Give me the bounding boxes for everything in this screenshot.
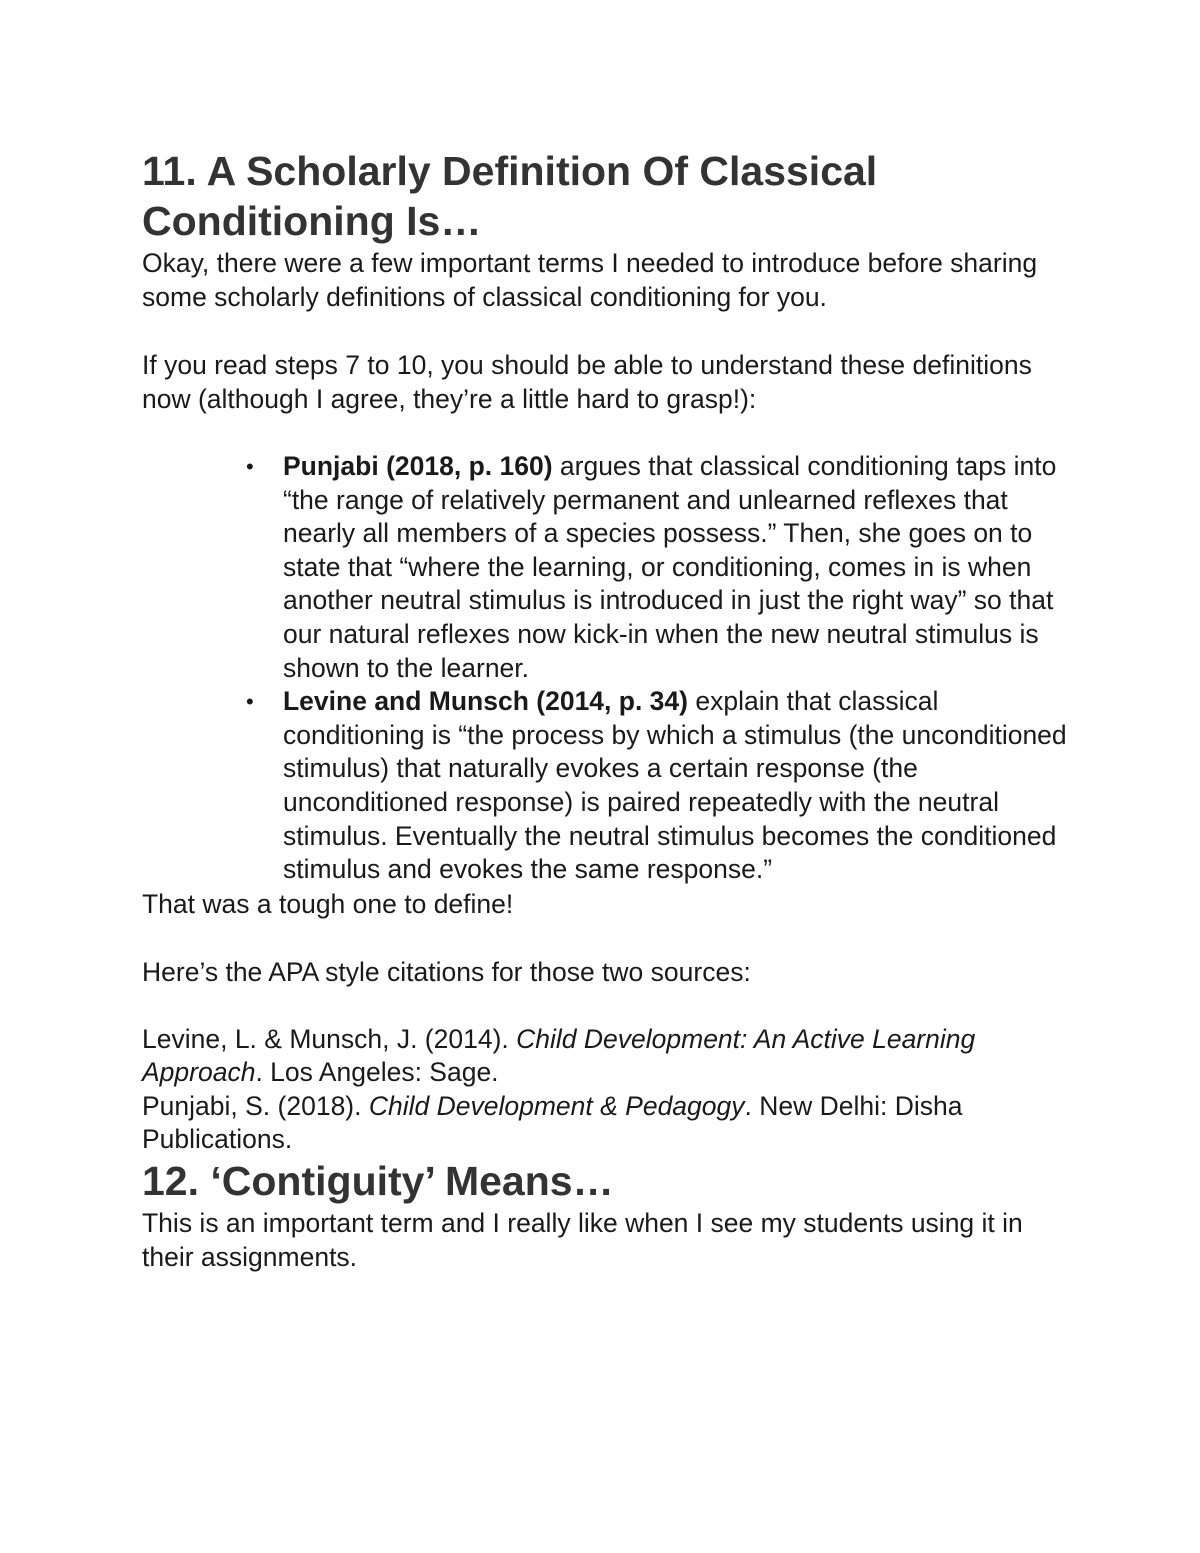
document-page [142, 140, 1072, 1274]
reference-list [142, 1023, 1072, 1157]
section-11-heading: 11. A Scholarly Definition Of Classical Conditioning Is… [142, 148, 878, 244]
reference-authors: Levine, L. & Munsch, J. (2014). [142, 1023, 517, 1054]
reference-punjabi [142, 1090, 1072, 1157]
paragraph-spacer [142, 921, 1072, 955]
definition-item-levine-munsch [246, 685, 1072, 887]
bullet-icon: • [246, 689, 254, 715]
paragraph-spacer [142, 989, 1072, 1023]
reference-title: Child Development & Pedagogy [368, 1090, 745, 1121]
citations-intro: Here’s the APA style citations for those two sources: [142, 956, 751, 987]
definitions-list [142, 450, 1072, 887]
reference-title: Child Development: An Active Learning Approach [142, 1023, 976, 1088]
section-12-heading: 12. ‘Contiguity’ Means… [142, 1158, 614, 1205]
definition-item-punjabi [246, 450, 1072, 685]
bullet-icon: • [246, 454, 254, 479]
definition-author: Punjabi (2018, p. 160) [283, 451, 553, 481]
reference-authors: Punjabi, S. (2018). [142, 1090, 369, 1121]
reference-levine-munsch [142, 1023, 1072, 1090]
section-11-intro-paragraph: Okay, there were a few important terms I needed to introduce before sharing some scholarly definitions of classical conditioning for you. [142, 248, 1038, 312]
paragraph-spacer [142, 314, 1072, 348]
definition-author: Levine and Munsch (2014, p. 34) [283, 686, 688, 717]
definition-text: explain that classical conditioning is “the process by which a stimulus (the unconditioned stimulus) that naturally evokes a certain response (the unconditioned response) is paired repeatedly with the neutral stimulus. Eventually the neutral stimulus becomes the conditioned stimulus and evokes the same response.” [283, 686, 1067, 885]
section-11-steps-paragraph: If you read steps 7 to 10, you should be able to understand these definitions now (although I agree, they’re a little hard to grasp!): [142, 350, 1032, 414]
reference-publisher: . New Delhi: Disha Publications. [142, 1090, 963, 1154]
paragraph-spacer [142, 416, 1072, 450]
definition-text: argues that classical conditioning taps into “the range of relatively permanent and unlearned reflexes that nearly all members of a species possess.” Then, she goes on to state that “where the learning, or conditioning, comes in is when another neutral stimulus is introduced in just the right way” so that our natural reflexes now kick-in when the new neutral stimulus is shown to the learner. [283, 451, 1057, 683]
reference-publisher: . Los Angeles: Sage. [255, 1057, 499, 1088]
section-12-intro: This is an important term and I really like when I see my students using it in their assignments. [142, 1208, 1023, 1273]
section-11-closing: That was a tough one to define! [142, 888, 514, 919]
